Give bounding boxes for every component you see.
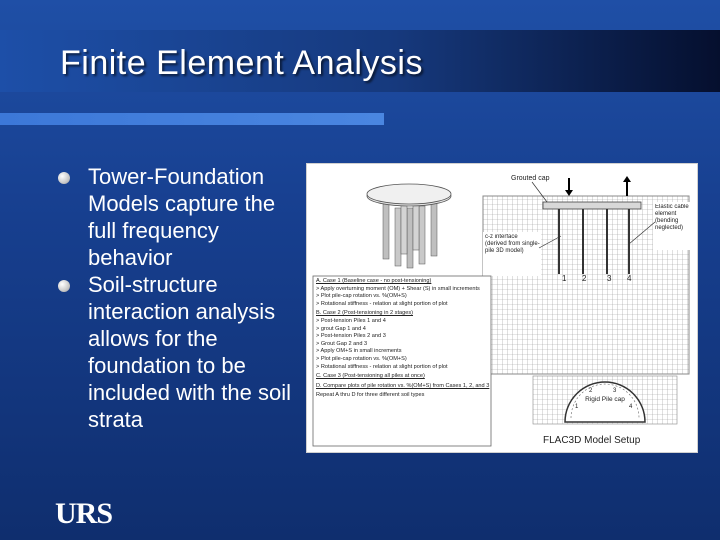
- accent-line: [0, 113, 384, 125]
- plan-number: 4: [629, 404, 633, 410]
- bullet-text: Soil-structure interaction analysis allows for the foundation to be included with the soil strata: [88, 272, 292, 432]
- urs-logo: URS: [55, 497, 113, 530]
- plan-number: 1: [575, 404, 579, 410]
- pile-number: 4: [627, 274, 632, 283]
- pile-group-3d: [367, 184, 451, 268]
- case-line: > Post-tension Piles 1 and 4: [316, 317, 386, 324]
- flac3d-figure: [306, 163, 698, 453]
- case-line: > Plot pile-cap rotation vs. %(OM+S): [316, 355, 407, 362]
- load-arrowhead-up-icon: [623, 176, 631, 182]
- case-line: > Plot pile-cap rotation vs. %(OM+S): [316, 293, 407, 300]
- case-line: > Apply overturning moment (OM) + Shear (S) in small increments: [316, 285, 480, 292]
- interface-label: c-z interface (derived from single-pile 3D model): [485, 234, 540, 254]
- bullet-text: Tower-Foundation Models capture the full frequency behavior: [88, 164, 276, 270]
- plan-number: 3: [613, 388, 617, 394]
- elastic-label: Elastic cable element (bending neglected): [655, 204, 689, 231]
- case-line: > Rotational stiffness - relation at slight portion of plot: [316, 363, 448, 370]
- case-line: > Grout Gap 2 and 3: [316, 340, 368, 347]
- case-line: B. Case 2 (Post-tensioning in 2 stages): [316, 310, 414, 317]
- load-arrowhead-down-icon: [565, 190, 573, 196]
- case-line: Repeat A thru D for three different soil types: [316, 392, 425, 399]
- case-line: D. Compare plots of pile rotation vs. %(OM+S) from Cases 1, 2, and 3: [316, 382, 490, 389]
- rigid-cap-plan: [533, 376, 677, 424]
- bullet-list: [58, 163, 298, 433]
- plan-number: 2: [589, 388, 593, 394]
- case-line: > grout Gap 1 and 4: [316, 325, 366, 332]
- bullet-dot-icon: [58, 280, 70, 292]
- case-line: A. Case 1 (Baseline case - no post-tensioning): [316, 278, 432, 284]
- grouted-cap-label: Grouted cap: [511, 175, 550, 182]
- figure-svg: [307, 164, 697, 452]
- elastic-label-box: [655, 204, 691, 252]
- bullet-item: [58, 163, 298, 271]
- pile-number: 2: [582, 274, 587, 283]
- figure-caption: FLAC3D Model Setup: [543, 435, 641, 446]
- case-line: > Post-tension Piles 2 and 3: [316, 333, 386, 340]
- rigid-cap-label: Rigid Pile cap: [585, 396, 625, 403]
- pile-number: 1: [562, 274, 567, 283]
- grouted-cap: [543, 202, 641, 209]
- case-line: > Rotational stiffness - relation at slight portion of plot: [316, 300, 448, 307]
- pile-number: 3: [607, 274, 612, 283]
- case-line: > Apply OM+S in small increments: [316, 348, 402, 355]
- bullet-item: [58, 271, 298, 433]
- case-line: C. Case 3 (Post-tensioning all piles at once): [316, 373, 425, 380]
- bullet-dot-icon: [58, 172, 70, 184]
- case-text-box: [316, 278, 490, 444]
- interface-label-box: [485, 234, 541, 278]
- slide-title: Finite Element Analysis: [60, 44, 423, 82]
